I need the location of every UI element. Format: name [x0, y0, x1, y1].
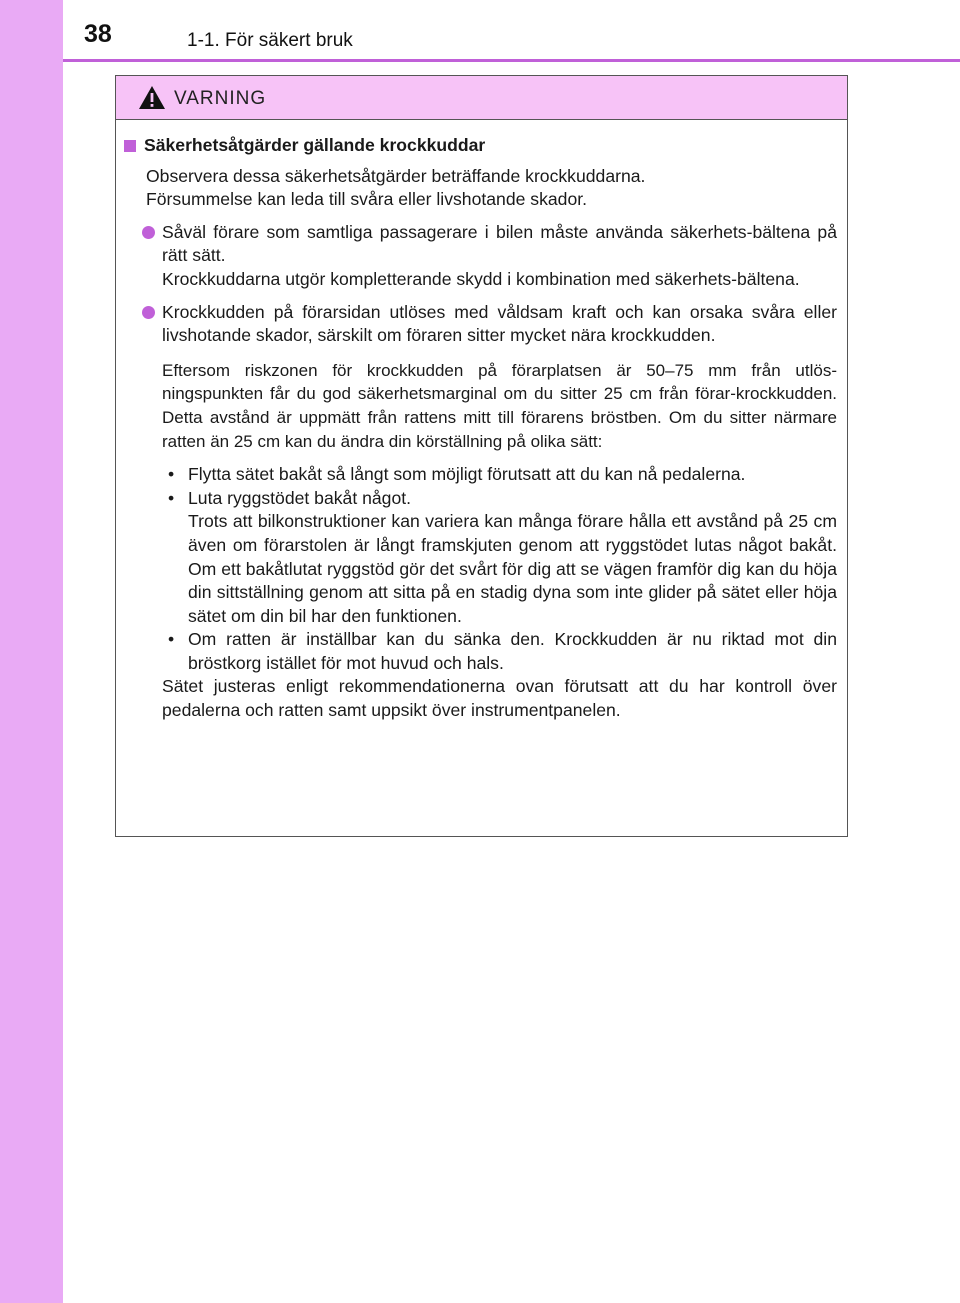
circle-bullet-icon — [142, 306, 155, 319]
note-text: Eftersom riskzonen för krockkudden på förarplatsen är 50–75 mm från utlös-ningspunkten får du god säkerhetsmarginal om du sitter 25 cm från förar-krockkudden. Detta avstånd är uppmätt från rattens mitt till förarens bröstben. Om du sitter närmare ratten än 25 cm kan du ändra din körställning på olika sätt: — [162, 360, 837, 451]
point-line: Krockkudden på förarsidan utlöses med våldsam kraft och kan orsaka svåra eller livshotande skador, särskilt om föraren sitter mycket nära krockkudden. — [162, 301, 837, 346]
list-item — [162, 487, 837, 629]
list-item — [162, 463, 837, 487]
point-text — [162, 301, 837, 348]
note-paragraph — [124, 359, 837, 453]
bullet-dot-icon: • — [168, 629, 175, 650]
point-line: Såväl förare som samtliga passagerare i bilen måste använda säkerhets-bältena på rätt sätt. — [162, 221, 837, 266]
list-item-text: Om ratten är inställbar kan du sänka den. Krockkudden är nu riktad mot din bröstkorg istället för mot huvud och hals. — [188, 629, 837, 673]
closing-text: Sätet justeras enligt rekommendationerna ovan förutsatt att du har kontroll över pedalerna och ratten samt uppsikt över instrumentpanelen. — [162, 676, 837, 721]
list-item-text: Trots att bilkonstruktioner kan variera kan många förare hålla ett avstånd på 25 cm även om förarstolen är långt framskjuten genom att ryggstödet lutas något bakåt. Om ett bakåtlutat ryggstöd gör det svårt för dig att se vägen framför dig kan du höja din sittställning genom att sitta på en stadig dyna som inte glider på sätet eller höja sätet om din bil har den funktionen. — [188, 511, 837, 626]
intro-line: Försummelse kan leda till svåra eller livshotande skador. — [146, 189, 588, 210]
page-number: 38 — [84, 20, 112, 48]
point-text — [162, 221, 837, 292]
intro-line: Observera dessa säkerhetsåtgärder beträffande krockkuddarna. — [146, 165, 646, 186]
point-line: Krockkuddarna utgör kompletterande skydd i kombination med säkerhets-bältena. — [162, 268, 800, 289]
point-item — [124, 301, 837, 348]
side-strip — [0, 0, 63, 1303]
square-bullet-icon — [124, 140, 136, 152]
subheading — [124, 134, 837, 158]
warning-header — [116, 76, 847, 120]
circle-bullet-icon — [142, 226, 155, 239]
list-item-text: Flytta sätet bakåt så långt som möjligt förutsatt att du kan nå pedalerna. — [188, 464, 746, 485]
bullet-list — [124, 463, 837, 675]
intro-paragraph — [124, 165, 837, 212]
warning-label: VARNING — [174, 88, 267, 109]
list-item-text: Luta ryggstödet bakåt något. — [188, 487, 412, 508]
subheading-text: Säkerhetsåtgärder gällande krockkuddar — [144, 135, 486, 155]
header-rule — [63, 59, 960, 62]
bullet-dot-icon: • — [168, 464, 175, 485]
warning-triangle-icon — [138, 85, 166, 110]
bullet-dot-icon: • — [168, 487, 175, 508]
section-title: 1-1. För säkert bruk — [187, 30, 353, 51]
point-item — [124, 221, 837, 292]
list-item — [162, 628, 837, 675]
warning-body — [116, 120, 847, 723]
warning-box — [115, 75, 848, 837]
closing-paragraph — [124, 675, 837, 722]
